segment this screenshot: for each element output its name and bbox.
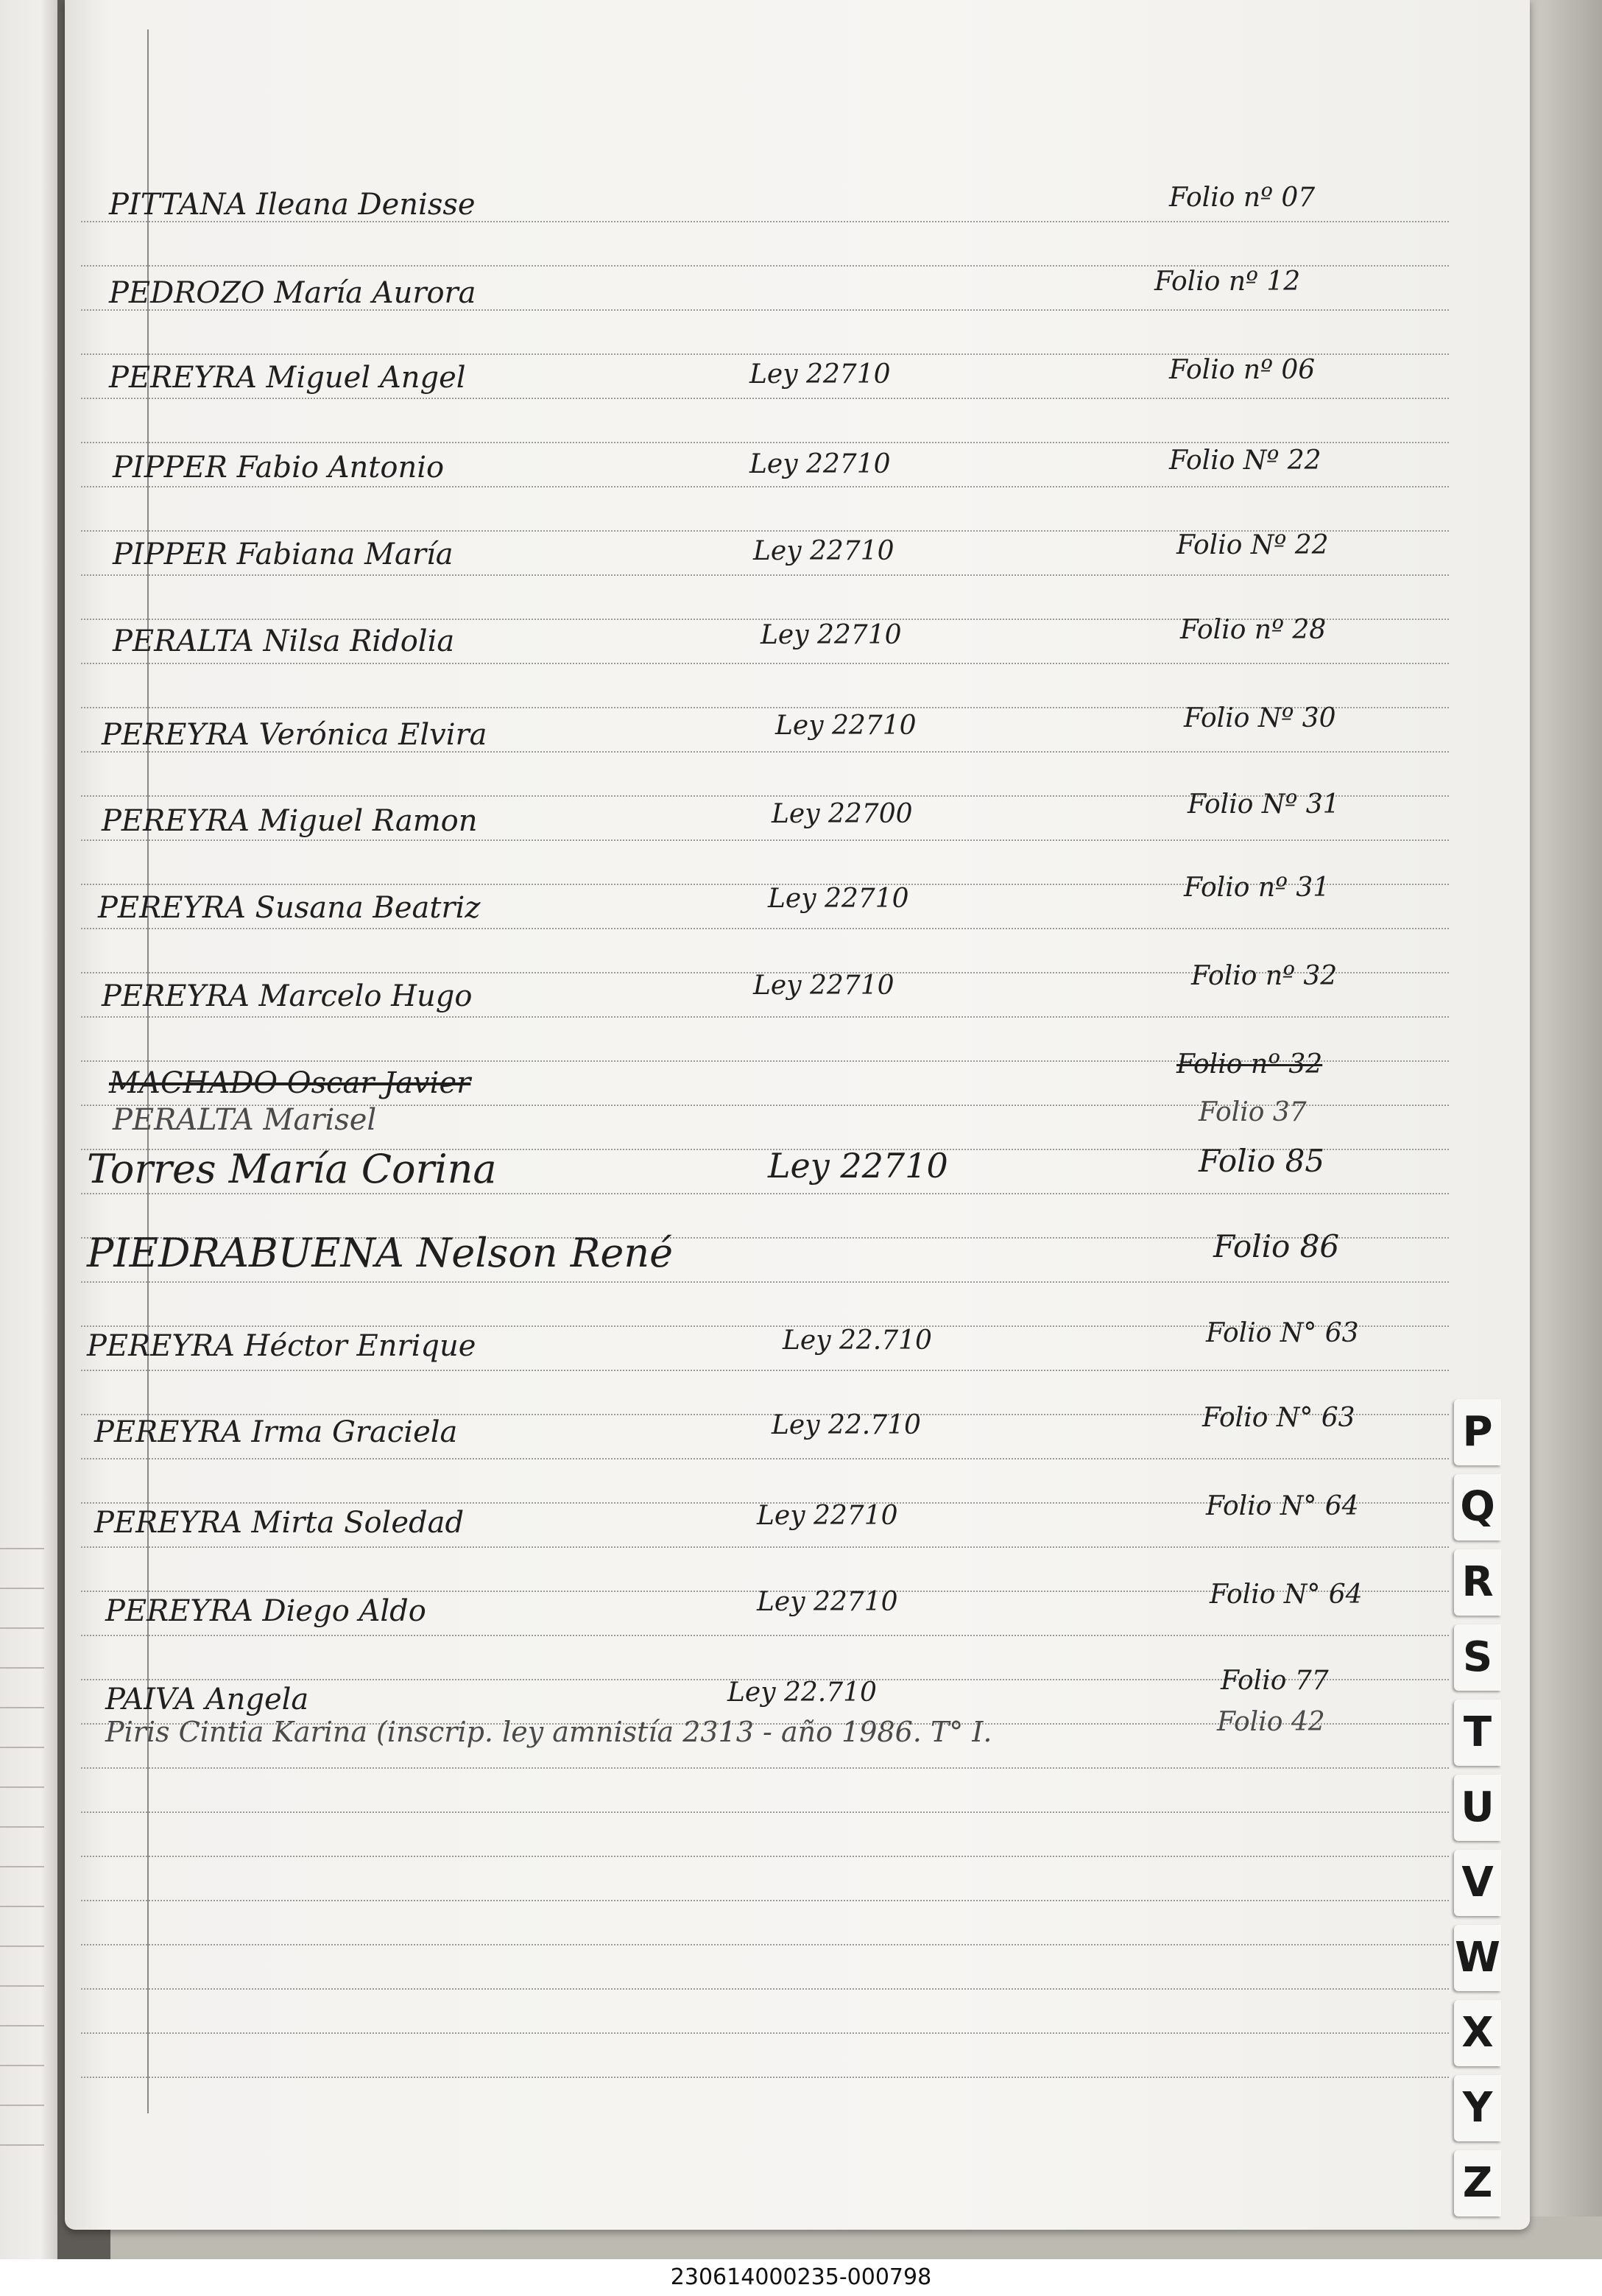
entry-folio: Folio 37	[1199, 1097, 1307, 1127]
entry-name: PEREYRA Diego Aldo	[105, 1594, 426, 1628]
index-tab-z[interactable]: Z	[1454, 2150, 1501, 2216]
scan-id-caption: 230614000235-000798	[670, 2264, 932, 2290]
entry-ley: Ley 22.710	[783, 1325, 932, 1356]
index-tab-y[interactable]: Y	[1454, 2075, 1501, 2141]
entry-ley: Ley 22710	[749, 449, 891, 479]
entry-ley: Ley 22700	[772, 799, 913, 829]
ruled-line	[81, 1370, 1449, 1371]
entry-folio: Folio N° 63	[1202, 1403, 1355, 1433]
entry-name: PEREYRA Héctor Enrique	[87, 1329, 476, 1363]
ruled-line	[81, 1193, 1449, 1194]
entry-ley: Ley 22710	[749, 359, 891, 390]
index-tab-v[interactable]: V	[1454, 1850, 1501, 1916]
entry-name: PEDROZO María Aurora	[109, 276, 476, 310]
entry-folio: Folio 86	[1213, 1228, 1340, 1264]
entry-ley: Ley 22710	[768, 884, 909, 914]
entry-name: PEREYRA Susana Beatriz	[98, 891, 481, 925]
ruled-line	[81, 663, 1449, 664]
entry-name: PIPPER Fabiana María	[113, 538, 454, 571]
index-tab-r[interactable]: R	[1454, 1549, 1501, 1616]
ruled-line	[81, 1767, 1449, 1769]
entry-ley: Ley 22710	[753, 536, 894, 566]
ruled-line	[81, 1635, 1449, 1636]
entry-folio: Folio nº 12	[1154, 267, 1301, 297]
ruled-line	[81, 1988, 1449, 1990]
index-tab-s[interactable]: S	[1454, 1624, 1501, 1691]
entry-name: PEREYRA Marcelo Hugo	[102, 979, 473, 1013]
alphabet-index-tabs	[1454, 1399, 1506, 2224]
ruled-line	[81, 1546, 1449, 1548]
entry-name-struck: MACHADO Oscar Javier	[109, 1066, 471, 1100]
entry-ley: Ley 22710	[761, 620, 902, 650]
index-tab-q[interactable]: Q	[1454, 1474, 1501, 1540]
entry-folio: Folio N° 64	[1210, 1580, 1363, 1610]
entry-ley: Ley 22.710	[727, 1677, 877, 1708]
ruled-line	[81, 1458, 1449, 1459]
entry-folio: Folio nº 06	[1169, 355, 1316, 385]
entry-ley: Ley 22710	[753, 971, 894, 1001]
left-page-ruling	[0, 1510, 44, 2172]
index-tab-x[interactable]: X	[1454, 2000, 1501, 2066]
entry-folio: Folio nº 07	[1169, 183, 1316, 213]
ruled-line	[81, 1016, 1449, 1018]
entry-name: PITTANA Ileana Denisse	[109, 188, 476, 222]
ruled-line	[81, 1856, 1449, 1857]
entry-folio: Folio 85	[1199, 1143, 1325, 1179]
entry-name: PERALTA Marisel	[113, 1103, 377, 1137]
ruled-line	[81, 574, 1449, 576]
entry-folio: Folio N° 63	[1206, 1318, 1359, 1348]
entry-name: PIPPER Fabio Antonio	[113, 451, 445, 485]
ledger-page	[65, 0, 1530, 2230]
index-tab-p[interactable]: P	[1454, 1399, 1501, 1465]
entry-ley: Ley 22710	[775, 711, 917, 741]
entry-name: PERALTA Nilsa Ridolia	[113, 624, 455, 658]
index-tab-u[interactable]: U	[1454, 1775, 1501, 1841]
entry-ley: Ley 22710	[757, 1587, 898, 1617]
entry-folio: Folio Nº 30	[1184, 703, 1336, 733]
ruled-line	[81, 2077, 1449, 2078]
entry-folio: Folio Nº 31	[1188, 789, 1340, 820]
entry-name: PEREYRA Mirta Soledad	[94, 1506, 465, 1540]
entry-name: Piris Cintia Karina (inscrip. ley amnistía 2313 - año 1986. T° I.	[105, 1716, 992, 1748]
entry-folio: Folio nº 31	[1184, 873, 1330, 903]
entry-name: PEREYRA Miguel Angel	[109, 361, 466, 395]
entry-name: PEREYRA Miguel Ramon	[102, 804, 478, 838]
entry-name: PEREYRA Irma Graciela	[94, 1415, 458, 1449]
index-tab-w[interactable]: W	[1454, 1925, 1501, 1991]
ruled-line	[81, 1900, 1449, 1901]
entry-folio: Folio Nº 22	[1176, 530, 1329, 560]
index-tab-t[interactable]: T	[1454, 1700, 1501, 1766]
ruled-line	[81, 442, 1449, 443]
entry-ley: Ley 22.710	[772, 1410, 921, 1440]
left-page-edge	[0, 0, 57, 2259]
entry-folio: Folio nº 28	[1180, 615, 1327, 645]
entry-folio: Folio 42	[1217, 1707, 1325, 1737]
entry-folio-struck: Folio nº 32	[1176, 1049, 1323, 1080]
entry-ley: Ley 22710	[768, 1146, 948, 1186]
ruled-line	[81, 2032, 1449, 2034]
entry-folio: Folio 77	[1221, 1666, 1329, 1696]
entry-folio: Folio Nº 22	[1169, 446, 1322, 476]
ruled-line	[81, 398, 1449, 399]
ruled-line	[81, 1944, 1449, 1945]
ruled-line	[81, 1281, 1449, 1283]
entry-name: Torres María Corina	[87, 1146, 497, 1192]
entry-ley: Ley 22710	[757, 1501, 898, 1531]
entry-name: PEREYRA Verónica Elvira	[102, 718, 487, 752]
entry-name: PAIVA Angela	[105, 1683, 309, 1716]
ruled-line	[81, 1811, 1449, 1813]
ruled-line	[81, 486, 1449, 487]
ruled-line	[81, 839, 1449, 841]
entry-folio: Folio N° 64	[1206, 1491, 1359, 1521]
entry-folio: Folio nº 32	[1191, 961, 1338, 991]
entry-name: PIEDRABUENA Nelson René	[87, 1230, 674, 1276]
ruled-line	[81, 928, 1449, 929]
